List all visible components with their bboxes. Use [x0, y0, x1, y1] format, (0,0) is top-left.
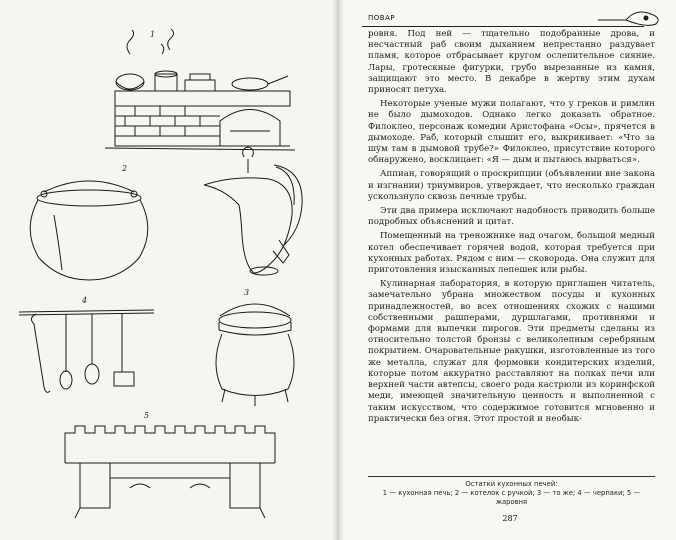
kitchen-hearth-illustration: [100, 36, 300, 156]
figure-label-1: 1: [150, 30, 156, 39]
page-number: 287: [502, 514, 518, 523]
figure-label-5: 5: [144, 411, 150, 420]
paragraph: Помещенный на треножнике над очагом, большой медный котел обеспечивает горячей водой, которая требуется при кухонных работах. Рядом с ним — сковорода. Она служит для приготовления изысканных лепешек или рыбы.: [368, 231, 655, 276]
book-gutter: [332, 0, 344, 540]
figure-label-2: 2: [122, 164, 128, 173]
bucket-pot-illustration: [200, 294, 310, 409]
figure-label-3: 3: [244, 288, 250, 297]
brazier-illustration: [50, 418, 300, 528]
ewer-illustration: [184, 145, 324, 285]
paragraph: Аппиан, говорящий о проскрипции (объявлении вне закона и изгнании) триумвиров, утверждает, что несколько граждан ускользнуло сквозь печные трубы.: [368, 169, 655, 202]
cauldron-illustration: [14, 170, 164, 285]
paragraph: ровня. Под ней — тщательно подобранные дрова, и несчастный раб своим дыханием непрестанно раздувает пламя, которое отбрасывает кругом ослепительное сияние. Лары, гротескные фигурки, грубо вырезанные из камня, защищают это место. В декабре в жертву этим духам приносят петуха.: [368, 29, 655, 96]
figure-label-4: 4: [82, 296, 88, 305]
paragraph: Некоторые ученые мужи полагают, что у греков и римлян не было дымоходов. Однако легко доказать обратное. Филоклео, персонаж комедии Аристофана «Осы», прячется в дымоходе. Раб, который слышит его, выкрикивает: «Что за шум там в дымовой трубе?» Филоклео, присутствие которого обнаружено, восклицает: «Я — дым и пытаюсь вырваться».: [368, 99, 655, 166]
paragraph: Эти два примера исключают надобность приводить больше подробных объяснений и цитат.: [368, 206, 655, 228]
main-text: [368, 29, 655, 425]
paragraph: Кулинарная лаборатория, в которую приглашен читатель, замечательно убрана множеством посуды и кухонных принадлежностей, во всех отношениях схожих с нашими собственными рашперами, дуршлагами, противнями и формами для выпечки пирогов. Эти предметы сделаны из относительно толстой бронзы с великолепным серебряным покрытием. Очаровательные ракушки, изготовленные из того же металла, служат для формовки кондитерских изделий, которые потом аккуратно расставляют на полках печи или верхней части автепсы, своего рода кастрюли из коринфской меди, имеющей значительную ценность и выполненной с таким искусством, что содержимое готовится мгновенно и практически без огня. Этот простой и необык-: [368, 279, 655, 424]
figure-caption: [368, 480, 655, 507]
ladles-illustration: [14, 302, 164, 412]
caption-divider: [368, 476, 655, 477]
caption-title: Остатки кухонных печей:: [465, 480, 558, 488]
lamp-ornament-icon: [596, 6, 666, 28]
caption-text: 1 — кухонная печь; 2 — котелок с ручкой; 3 — то же; 4 — черпаки; 5 — жаровня: [382, 489, 641, 506]
running-head-title: ПОВАР: [368, 14, 396, 22]
